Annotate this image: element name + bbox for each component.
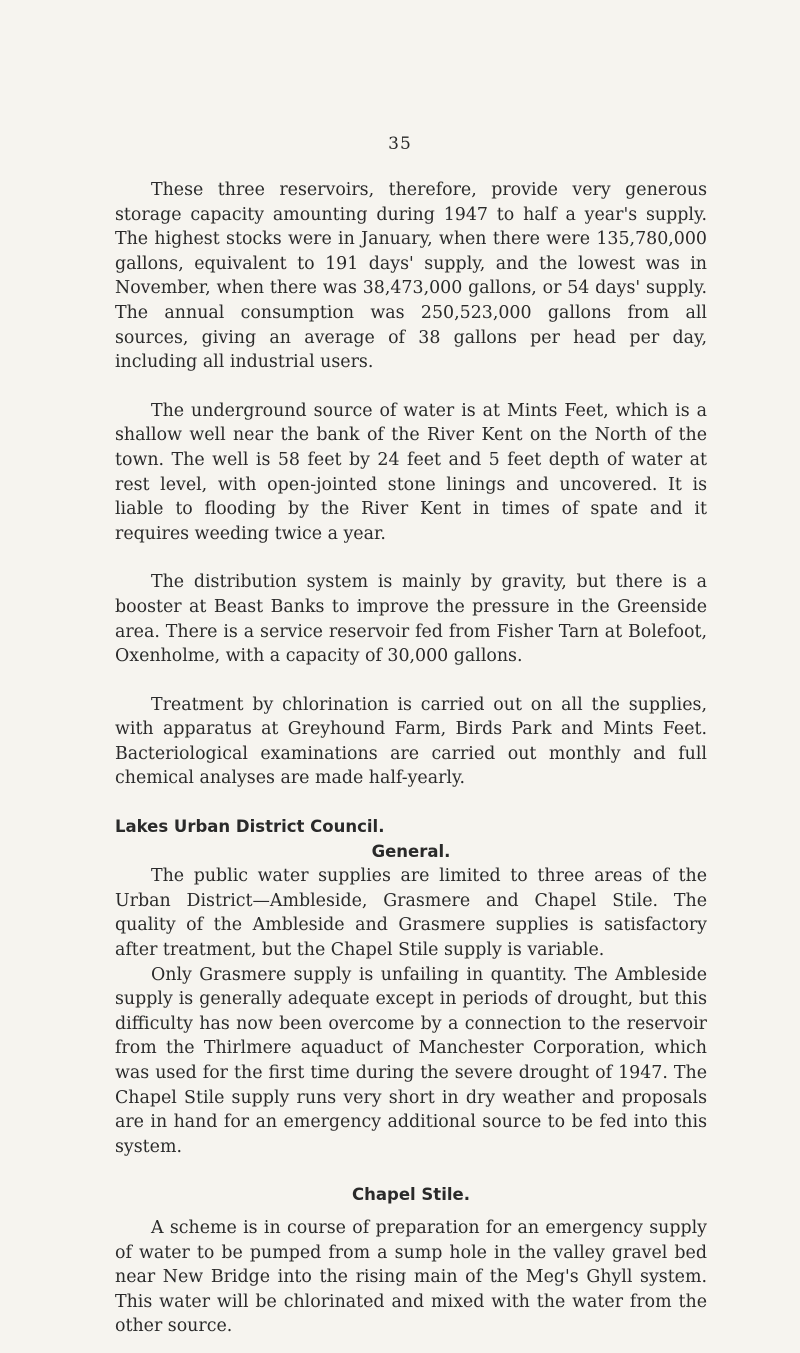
page-number: 35	[388, 134, 412, 154]
subheading-chapel-stile: Chapel Stile.	[352, 1185, 470, 1205]
section-heading-lakes-udc: Lakes Urban District Council.	[115, 817, 385, 837]
paragraph-distribution-system: The distribution system is mainly by gravity, but there is a booster at Beast Banks to improve the pressure in the Greenside area. There is a service reservoir fed from Fisher Tarn at Bolefoot, Oxenholme, with a capacity of 30,000 gallons.	[115, 572, 707, 667]
paragraph-general-supplies: The public water supplies are limited to three areas of the Urban District—Ambleside, Grasmere and Chapel Stile. The quality of the Ambleside and Grasmere supplies is satisfactory after treatment, but the Chapel Stile supply is variable.	[115, 866, 707, 961]
paragraph-underground-source: The underground source of water is at Mints Feet, which is a shallow well near the bank of the River Kent on the North of the town. The well is 58 feet by 24 feet and 5 feet depth of water at rest level, with open-jointed stone linings and uncovered. It is liable to flooding by the River Kent in times of spate and it requires weeding twice a year.	[115, 400, 707, 544]
paragraph-reservoir-storage: These three reservoirs, therefore, provide very generous storage capacity amounting during 1947 to half a year's supply. The highest stocks were in January, when there were 135,780,000 gallons, equivalent to 191 days' supply, and the lowest was in November, when there was 38,473,000 gallons, or 54 days' supply. The annual consumption was 250,523,000 gallons from all sources, giving an average of 38 gallons per head per day, including all industrial users.	[115, 180, 707, 373]
paragraph-grasmere-supply: Only Grasmere supply is unfailing in quantity. The Ambleside supply is generally adequate except in periods of drought, but this difficulty has now been overcome by a connection to the reservoir from the Thirlmere aquaduct of Manchester Corporation, which was used for the first time during the severe drought of 1947. The Chapel Stile supply runs very short in dry weather and proposals are in hand for an emergency additional source to be fed into this system.	[115, 964, 707, 1157]
paragraph-chapel-stile-scheme: A scheme is in course of preparation for an emergency supply of water to be pumped from a sump hole in the valley gravel bed near New Bridge into the rising main of the Meg's Ghyll system. This water will be chlorinated and mixed with the water from the other source.	[115, 1217, 707, 1337]
paragraph-treatment: Treatment by chlorination is carried out on all the supplies, with apparatus at Greyhound Farm, Birds Park and Mints Feet. Bacteriological examinations are carried out monthly and full chemical analyses are made half-yearly.	[115, 694, 707, 789]
subheading-general: General.	[371, 841, 451, 861]
body-text	[115, 178, 707, 1339]
